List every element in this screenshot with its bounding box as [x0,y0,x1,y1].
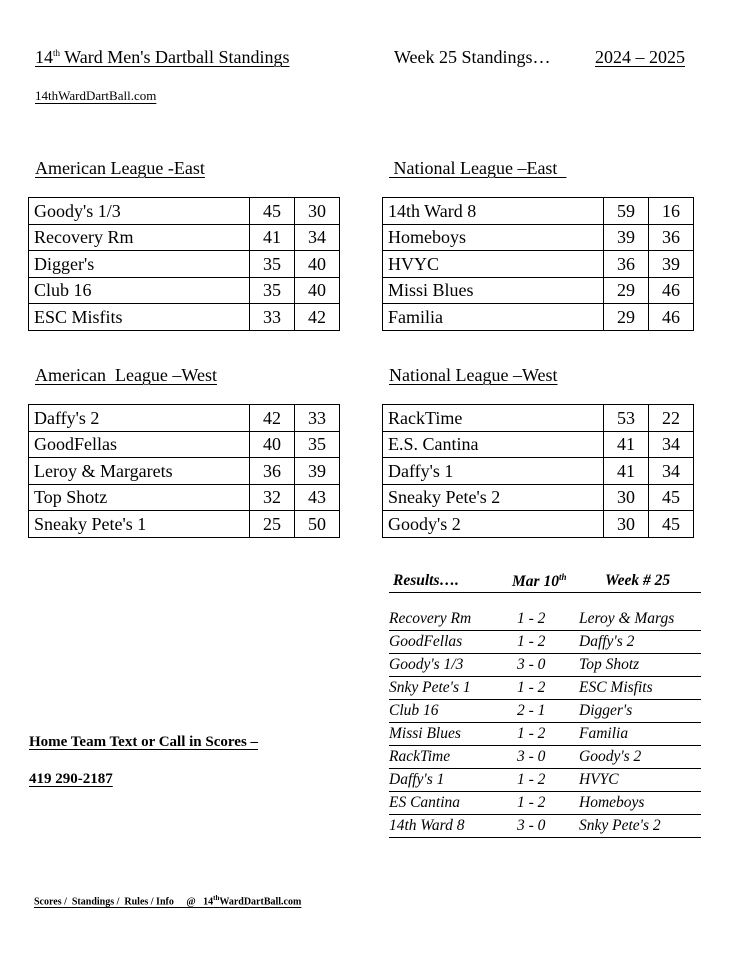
wins: 30 [604,484,649,511]
table-row [383,511,694,538]
losses: 45 [649,511,694,538]
result-home-team: Daffy's 1 [389,771,445,788]
result-home-team: Missi Blues [389,725,461,742]
wins: 35 [250,277,295,304]
result-away-team: Top Shotz [579,656,640,673]
result-away-team: HVYC [579,771,619,788]
team-name: Familia [383,304,604,331]
wins: 32 [250,484,295,511]
team-name: Homeboys [383,224,604,251]
result-row [389,677,701,700]
losses: 40 [295,251,340,278]
wins: 33 [250,304,295,331]
result-score: 1 - 2 [517,679,546,696]
result-home-team: Goody's 1/3 [389,656,464,673]
team-name: Club 16 [29,277,250,304]
table-row [383,484,694,511]
result-row [389,792,701,815]
season: 2024 – 2025 [595,47,685,67]
team-name: Digger's [29,251,250,278]
table-row [29,511,340,538]
losses: 16 [649,198,694,225]
page-title: 14th Ward Men's Dartball Standings [35,47,290,67]
table-row [29,484,340,511]
website-link[interactable]: 14thWardDartBall.com [35,88,157,103]
nl-east-table [382,197,694,331]
table-row [29,224,340,251]
al-east-table [28,197,340,331]
result-away-team: Leroy & Margs [579,610,675,627]
table-row [383,458,694,485]
team-name: E.S. Cantina [383,431,604,458]
results-date: Mar 10th [512,572,567,591]
wins: 39 [604,224,649,251]
wins: 40 [250,431,295,458]
results-week: Week # 25 [605,572,671,589]
results-label: Results…. [393,572,459,589]
result-home-team: 14th Ward 8 [389,817,465,834]
result-home-team: GoodFellas [389,633,463,650]
wins: 53 [604,405,649,432]
team-name: HVYC [383,251,604,278]
result-row [389,700,701,723]
losses: 36 [649,224,694,251]
table-row [29,405,340,432]
table-row [29,458,340,485]
result-away-team: Homeboys [579,794,645,811]
losses: 46 [649,304,694,331]
team-name: Goody's 1/3 [29,198,250,225]
losses: 39 [649,251,694,278]
losses: 22 [649,405,694,432]
wins: 41 [604,431,649,458]
result-away-team: Digger's [579,702,633,719]
al-east-heading: American League -East [35,158,205,178]
result-away-team: Daffy's 2 [579,633,635,650]
result-home-team: RackTime [389,748,451,765]
contact-text: Home Team Text or Call in Scores – [29,734,259,750]
result-row [389,723,701,746]
losses: 43 [295,484,340,511]
team-name: 14th Ward 8 [383,198,604,225]
losses: 30 [295,198,340,225]
losses: 40 [295,277,340,304]
wins: 59 [604,198,649,225]
table-row [383,277,694,304]
team-name: Missi Blues [383,277,604,304]
result-row [389,608,701,631]
footer-links: Scores / Standings / Rules / Info @ 14thWardDartBall.com [34,894,302,908]
result-score: 3 - 0 [517,748,546,765]
al-west-heading: American League –West [35,365,217,385]
losses: 34 [295,224,340,251]
losses: 45 [649,484,694,511]
team-name: Daffy's 1 [383,458,604,485]
team-name: RackTime [383,405,604,432]
al-west-table [28,404,340,538]
result-away-team: Snky Pete's 2 [579,817,661,834]
results-header [389,570,701,593]
team-name: Top Shotz [29,484,250,511]
wins: 41 [604,458,649,485]
result-row [389,746,701,769]
table-row [29,304,340,331]
result-row [389,654,701,677]
result-score: 1 - 2 [517,633,546,650]
losses: 33 [295,405,340,432]
team-name: Goody's 2 [383,511,604,538]
result-home-team: ES Cantina [389,794,461,811]
wins: 36 [604,251,649,278]
table-row [383,251,694,278]
result-away-team: ESC Misfits [579,679,653,696]
team-name: GoodFellas [29,431,250,458]
losses: 42 [295,304,340,331]
result-score: 1 - 2 [517,610,546,627]
table-row [29,251,340,278]
table-row [383,405,694,432]
wins: 25 [250,511,295,538]
table-row [29,198,340,225]
losses: 46 [649,277,694,304]
result-score: 1 - 2 [517,771,546,788]
team-name: Daffy's 2 [29,405,250,432]
losses: 34 [649,431,694,458]
wins: 42 [250,405,295,432]
table-row [383,198,694,225]
team-name: Leroy & Margarets [29,458,250,485]
wins: 36 [250,458,295,485]
table-row [383,224,694,251]
contact-phone[interactable]: 419 290-2187 [29,771,113,787]
team-name: Sneaky Pete's 2 [383,484,604,511]
losses: 34 [649,458,694,485]
result-row [389,631,701,654]
result-score: 1 - 2 [517,725,546,742]
wins: 35 [250,251,295,278]
table-row [383,431,694,458]
wins: 45 [250,198,295,225]
nl-west-table [382,404,694,538]
losses: 39 [295,458,340,485]
team-name: Sneaky Pete's 1 [29,511,250,538]
wins: 41 [250,224,295,251]
wins: 29 [604,304,649,331]
result-away-team: Goody's 2 [579,748,642,765]
result-row [389,769,701,792]
losses: 50 [295,511,340,538]
result-row [389,815,701,838]
nl-west-heading: National League –West [389,365,558,385]
team-name: ESC Misfits [29,304,250,331]
result-home-team: Club 16 [389,702,439,719]
table-row [29,277,340,304]
wins: 30 [604,511,649,538]
result-score: 2 - 1 [517,702,546,719]
result-score: 3 - 0 [517,656,546,673]
result-score: 1 - 2 [517,794,546,811]
table-row [383,304,694,331]
result-home-team: Recovery Rm [389,610,472,627]
wins: 29 [604,277,649,304]
team-name: Recovery Rm [29,224,250,251]
table-row [29,431,340,458]
result-away-team: Familia [579,725,629,742]
result-home-team: Snky Pete's 1 [389,679,471,696]
result-score: 3 - 0 [517,817,546,834]
nl-east-heading: National League –East [393,158,558,178]
losses: 35 [295,431,340,458]
week-standings: Week 25 Standings… [394,47,551,67]
